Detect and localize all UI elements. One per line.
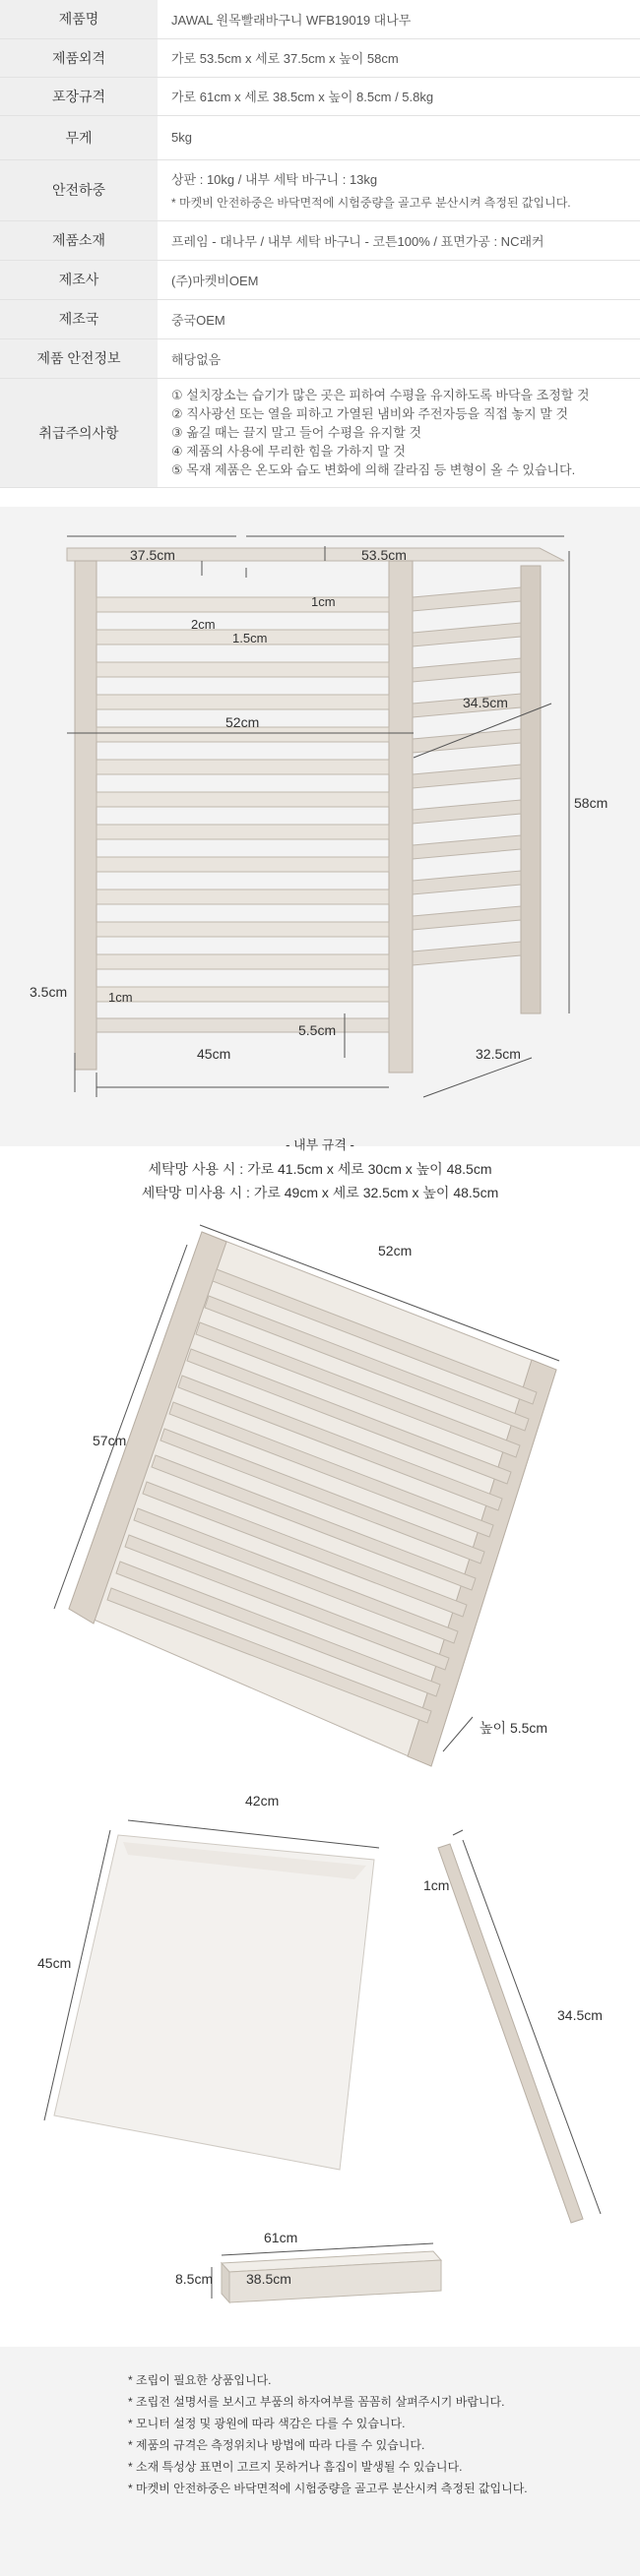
dim-rod-length: 34.5cm bbox=[557, 2007, 603, 2023]
dim-slat-gap: 2cm bbox=[191, 617, 216, 632]
spec-value: 중국OEM bbox=[158, 299, 640, 338]
dim-top-width: 53.5cm bbox=[361, 547, 407, 563]
dim-base-width: 45cm bbox=[197, 1046, 231, 1062]
spec-value: JAWAL 원목빨래바구니 WFB19019 대나무 bbox=[158, 0, 640, 38]
spec-row-size bbox=[0, 38, 640, 77]
spec-row-package bbox=[0, 77, 640, 115]
notice-item: * 마켓비 안전하중은 바닥면적에 시험중량을 골고루 분산시켜 측정된 값입니다. bbox=[128, 2482, 528, 2495]
dim-side-depth: 34.5cm bbox=[463, 695, 508, 710]
dim-top-depth: 37.5cm bbox=[130, 547, 175, 563]
rear-right-leg bbox=[521, 566, 541, 1013]
notice-item: * 조립이 필요한 상품입니다. bbox=[128, 2373, 272, 2387]
notice-item: * 조립전 설명서를 보시고 부품의 하자여부를 꼼꼼히 살펴주시기 바랍니다. bbox=[128, 2395, 505, 2409]
dim-base-depth: 32.5cm bbox=[476, 1046, 521, 1062]
spec-value: 가로 61cm x 세로 38.5cm x 높이 8.5cm / 5.8kg bbox=[158, 77, 640, 115]
front-right-leg bbox=[389, 561, 413, 1073]
spec-value: 상판 : 10kg / 내부 세탁 바구니 : 13kg bbox=[171, 172, 378, 187]
spec-row-maker bbox=[0, 260, 640, 299]
spec-label: 안전하중 bbox=[0, 159, 158, 220]
support-rod bbox=[438, 1844, 583, 2223]
spec-label: 제품명 bbox=[0, 0, 158, 38]
care-item: ① 설치장소는 습기가 많은 곳은 피하여 수평을 유지하도록 바닥을 조정할 것 bbox=[171, 388, 590, 402]
dim-slat-width: 1.5cm bbox=[232, 631, 268, 645]
dim-total-height: 58cm bbox=[574, 795, 608, 811]
spec-label: 포장규격 bbox=[0, 77, 158, 115]
dim-leg-thickness: 1cm bbox=[108, 990, 133, 1005]
dim-rod-thickness: 1cm bbox=[423, 1877, 450, 1893]
front-slats bbox=[96, 597, 389, 1002]
care-item: ④ 제품의 사용에 무리한 힘을 가하지 말 것 bbox=[171, 444, 406, 459]
front-left-leg bbox=[75, 561, 96, 1070]
dim-box-length: 61cm bbox=[264, 2230, 298, 2245]
notice-item: * 모니터 설정 및 광원에 따라 색감은 다를 수 있습니다. bbox=[128, 2417, 406, 2430]
spec-row-safety bbox=[0, 338, 640, 378]
spec-value: 프레임 - 대나무 / 내부 세탁 바구니 - 코튼100% / 표면가공 : NC래커 bbox=[158, 220, 640, 260]
spec-label: 제품 안전정보 bbox=[0, 338, 158, 378]
dim-lid-thickness: 1cm bbox=[311, 594, 336, 609]
dim-box-depth: 38.5cm bbox=[246, 2271, 291, 2287]
inner-size-with-net: 세탁망 사용 시 : 가로 41.5cm x 세로 30cm x 높이 48.5cm bbox=[148, 1161, 492, 1177]
spec-label: 제조국 bbox=[0, 299, 158, 338]
spec-value: 5kg bbox=[158, 115, 640, 159]
lid-drawing bbox=[0, 1220, 640, 1791]
notice-list bbox=[128, 2369, 528, 2499]
inner-size-without-net: 세탁망 미사용 시 : 가로 49cm x 세로 32.5cm x 높이 48.5cm bbox=[141, 1185, 499, 1200]
side-slats bbox=[413, 587, 521, 965]
spec-label: 제조사 bbox=[0, 260, 158, 299]
spec-value: (주)마켓비OEM bbox=[158, 260, 640, 299]
spec-row-material bbox=[0, 220, 640, 260]
dim-lid-length: 57cm bbox=[93, 1433, 127, 1448]
care-item: ② 직사광선 또는 열을 피하고 가열된 냄비와 주전자등을 직접 놓지 말 것 bbox=[171, 406, 569, 421]
care-item: ③ 옮길 때는 끌지 말고 들어 수평을 유지할 것 bbox=[171, 425, 422, 440]
spec-row-name bbox=[0, 0, 640, 38]
spec-subnote: * 마켓비 안전하중은 바닥면적에 시험중량을 골고루 분산시켜 측정된 값입니다. bbox=[171, 196, 571, 210]
spec-value: 가로 53.5cm x 세로 37.5cm x 높이 58cm bbox=[158, 38, 640, 77]
spec-label: 제품외격 bbox=[0, 38, 158, 77]
notice-item: * 소재 특성상 표면이 고르지 못하거나 흠집이 발생될 수 있습니다. bbox=[128, 2460, 463, 2474]
notice-item: * 제품의 규격은 측정위치나 방법에 따라 다를 수 있습니다. bbox=[128, 2438, 425, 2452]
dim-lid-height: 높이 5.5cm bbox=[480, 1720, 548, 1736]
spec-row-country bbox=[0, 299, 640, 338]
care-item: ⑤ 목재 제품은 온도와 습도 변화에 의해 갈라짐 등 변형이 올 수 있습니다. bbox=[171, 462, 576, 477]
dim-lid-width: 52cm bbox=[378, 1243, 413, 1258]
laundry-bag-and-rod-drawing bbox=[0, 1781, 640, 2243]
dim-front-width: 52cm bbox=[225, 714, 260, 730]
inner-size-title: - 내부 규격 - bbox=[286, 1137, 354, 1152]
spec-value: 해당없음 bbox=[158, 338, 640, 378]
package-box-drawing bbox=[0, 2234, 640, 2342]
dim-box-height: 8.5cm bbox=[175, 2271, 214, 2287]
dim-leg-width: 5.5cm bbox=[298, 1022, 337, 1038]
spec-label: 무게 bbox=[0, 115, 158, 159]
spec-table bbox=[0, 0, 640, 488]
spec-label: 취급주의사항 bbox=[0, 378, 158, 487]
dim-bag-height: 45cm bbox=[37, 1955, 72, 1971]
spec-label: 제품소재 bbox=[0, 220, 158, 260]
care-list bbox=[158, 378, 640, 487]
dim-leg-height: 3.5cm bbox=[30, 984, 68, 1000]
spec-row-weight bbox=[0, 115, 640, 159]
spec-row-care bbox=[0, 378, 640, 487]
laundry-bag bbox=[54, 1835, 374, 2170]
spec-row-load bbox=[0, 159, 640, 220]
dim-bag-width: 42cm bbox=[245, 1793, 280, 1809]
